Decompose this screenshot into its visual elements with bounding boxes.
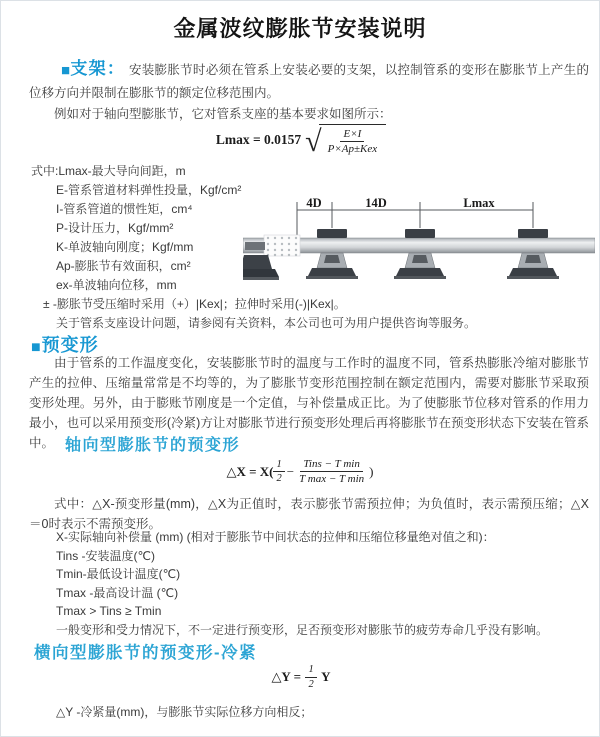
axial-variable-line: Tmax > Tins ≥ Tmin xyxy=(56,604,162,619)
axial-variable-line: X-实际轴向补偿量 (mm) (相对于膨胀节中间状态的拉伸和压缩位移量绝对值之和)： xyxy=(56,530,495,544)
lmax-formula-lhs: Lmax = 0.0157 xyxy=(215,132,302,147)
service-note-line: 关于管系支座设计问题，请参阅有关资料，本公司也可为用户提供咨询等服务。 xyxy=(56,316,477,330)
axial-variable-line: Tins -安装温度(℃) xyxy=(56,548,156,563)
axial-formula-explanation: 式中：△X-预变形量(mm)，△X为正值时，表示膨张节需预拉伸；为负值时，表示需预压缩；△X＝0时表示不需预变形。 xyxy=(29,497,589,531)
dimension-label-4d: 4D xyxy=(306,197,322,210)
axial-formula-half-num: 1 xyxy=(273,458,284,473)
lateral-formula-num: 1 xyxy=(305,663,316,678)
support-section-paragraph xyxy=(29,57,589,105)
axial-formula-denominator: T max − T min xyxy=(299,473,365,486)
bellows xyxy=(264,235,300,256)
support-example-line: 例如对于轴向型膨胀节，它对管系支座的基本要求如图所示： xyxy=(54,107,392,121)
lmax-formula xyxy=(1,123,600,157)
lateral-formula-rhs: Y xyxy=(321,669,331,685)
lateral-subheading: 横向型膨胀节的预变形-冷紧 xyxy=(34,644,257,662)
section-bullet-icon: ■ xyxy=(31,339,42,356)
definition-line: 式中:Lmax-最大导向间距，m xyxy=(31,164,186,178)
dimension-label-lmax: Lmax xyxy=(463,197,495,210)
axial-predeform-formula xyxy=(1,457,600,487)
lateral-note-line: △Y -冷紧量(mm)，与膨胀节实际位移方向相反； xyxy=(56,705,313,719)
definition-line: ex-单波轴向位移，mm xyxy=(56,278,177,292)
pipe-support-1 xyxy=(306,229,358,279)
lmax-formula-denominator: P×Ap±Kex xyxy=(327,143,378,155)
radical-content xyxy=(319,124,387,157)
axial-formula-numerator: Tins − T min xyxy=(300,457,362,472)
section-bullet-icon: ■ xyxy=(61,62,71,79)
definition-line: E-管系管道材料弹性投量，Kgf/cm² xyxy=(56,183,242,197)
definition-line: Ap-膨胀节有效面积，cm² xyxy=(56,259,191,273)
definition-line-plusminus: ± -膨胀节受压缩时采用（+）|Kex|；拉伸时采用(-)|Kex|。 xyxy=(43,297,346,311)
lateral-coldtight-formula xyxy=(1,663,600,691)
page-title: 金属波纹膨胀节安装说明 xyxy=(173,16,427,41)
pipe-support-3 xyxy=(507,229,559,279)
pipe-support-diagram xyxy=(243,197,595,289)
axial-variable-line: Tmin-最低设计温度(℃) xyxy=(56,567,181,582)
definition-line: P-设计压力，Kgf/mm² xyxy=(56,221,174,235)
definition-line: K-单波轴向刚度；Kgf/mm xyxy=(56,240,194,254)
axial-variable-line: Tmax -最高设计温 (℃) xyxy=(56,585,179,600)
lmax-formula-numerator: E×I xyxy=(340,127,364,142)
predeform-paragraph: 由于管系的工作温度变化，安装膨胀节时的温度与工作时的温度不同，管系热膨胀冷缩对膨胀节产生的拉伸、压缩量常常是不均等的，为了膨胀节变形范围控制在额定范围内，需要对膨胀节采取预变形处理。另外，由于膨账节刚度是一个定值，与补偿量成正比。为了使膨胀节位移对管系的作用力最小，也可以采用预变形(冷紧)方让对膨胀节进行预变形处理后再将膨胀节在预变形状态下安装在管系中。 xyxy=(29,356,589,450)
dimension-label-14d: 14D xyxy=(365,197,387,210)
axial-note-line: 一般变形和受力情况下，不一定进行预变形，足否预变形对膨胀节的疲劳寿命几乎没有影响。 xyxy=(56,622,549,637)
support-section-heading: 支架： xyxy=(70,59,126,78)
lateral-formula-den: 2 xyxy=(308,678,314,690)
pipe-support-2 xyxy=(394,229,446,279)
axial-formula-half-den: 2 xyxy=(276,473,282,485)
axial-formula-rparen: ) xyxy=(369,463,374,479)
axial-variables-list xyxy=(56,528,586,640)
radical-sign: √ xyxy=(305,125,322,158)
axial-formula-minus: − xyxy=(286,463,295,479)
pipe-main-segment xyxy=(299,238,595,253)
axial-subheading: 轴向型膨胀节的预变形 xyxy=(65,437,241,454)
support-intro-text: 安装膨胀节时必须在管系上安装必要的支架，以控制管系的变形在膨胀节上产生的位移方向并限制在膨胀节的额定位移范围内。 xyxy=(29,63,589,100)
lateral-formula-lhs: △Y = xyxy=(271,669,301,685)
axial-formula-lhs: △X = X( xyxy=(226,463,274,479)
predeform-heading-text: 预变形 xyxy=(41,335,99,355)
definition-line: I-管系管道的惯性矩，cm⁴ xyxy=(56,202,193,216)
